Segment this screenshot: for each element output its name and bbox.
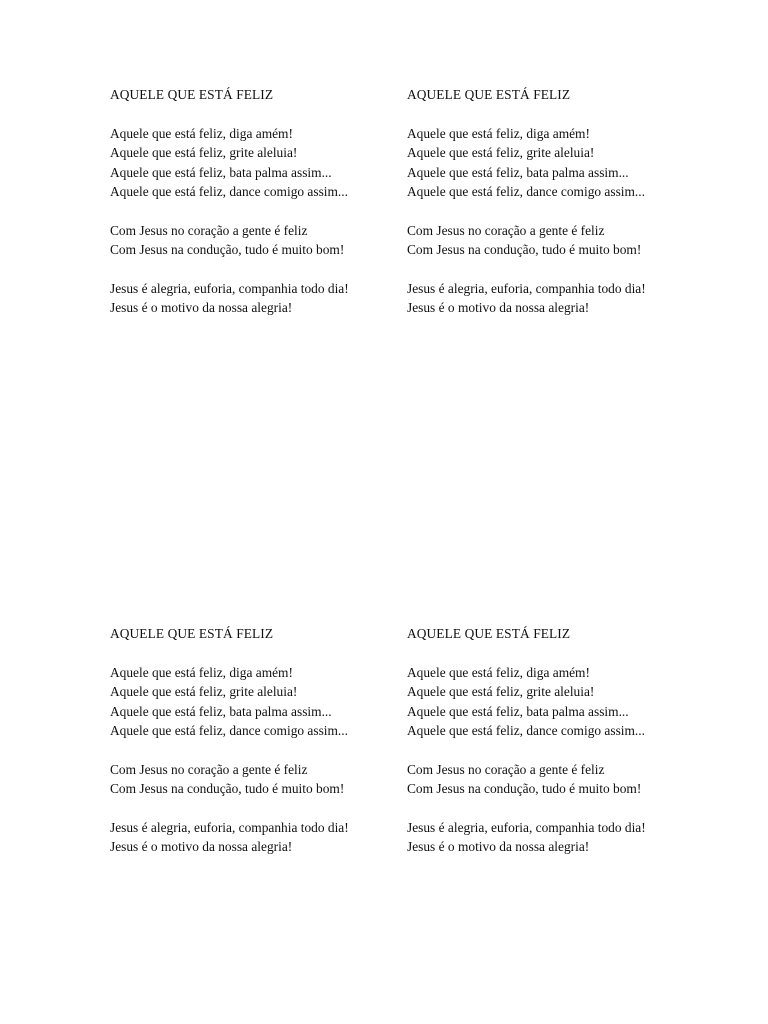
verse-line: Jesus é alegria, euforia, companhia todo dia!: [110, 820, 349, 836]
verse-line: Aquele que está feliz, diga amém!: [110, 664, 293, 680]
verse-line: Jesus é o motivo da nossa alegria!: [407, 839, 590, 855]
verse-line: Com Jesus na condução, tudo é muito bom!: [110, 781, 345, 797]
verse-line: Com Jesus na condução, tudo é muito bom!: [407, 781, 642, 797]
verse-line: Aquele que está feliz, bata palma assim...: [110, 164, 332, 180]
verse-line: Aquele que está feliz, bata palma assim...: [407, 164, 629, 180]
verse-line: Aquele que está feliz, grite aleluia!: [110, 684, 298, 700]
verse-line: Aquele que está feliz, grite aleluia!: [407, 684, 595, 700]
verse-line: Aquele que está feliz, grite aleluia!: [110, 145, 298, 161]
verse-line: Aquele que está feliz, bata palma assim...: [407, 703, 629, 719]
song-title: AQUELE QUE ESTÁ FELIZ: [407, 87, 571, 102]
verse-line: Com Jesus na condução, tudo é muito bom!: [110, 242, 345, 258]
verse-line: Com Jesus na condução, tudo é muito bom!: [407, 242, 642, 258]
verse-line: Jesus é o motivo da nossa alegria!: [110, 300, 293, 316]
verse-line: Aquele que está feliz, diga amém!: [407, 664, 590, 680]
verse-2: [110, 221, 362, 260]
verse-line: Aquele que está feliz, diga amém!: [110, 125, 293, 141]
song-title: AQUELE QUE ESTÁ FELIZ: [110, 626, 274, 641]
verse-line: Jesus é o motivo da nossa alegria!: [407, 300, 590, 316]
verse-line: Jesus é alegria, euforia, companhia todo dia!: [407, 281, 646, 297]
verse-3: [110, 818, 362, 857]
verse-line: Aquele que está feliz, bata palma assim...: [110, 703, 332, 719]
verse-line: Aquele que está feliz, grite aleluia!: [407, 145, 595, 161]
verse-line: Aquele que está feliz, dance comigo assim...: [110, 184, 348, 200]
song-title: AQUELE QUE ESTÁ FELIZ: [407, 626, 571, 641]
verse-line: Aquele que está feliz, dance comigo assim...: [407, 723, 645, 739]
lyrics-block-bottom-left: [110, 624, 362, 876]
verse-2: [407, 760, 659, 799]
lyrics-block-top-right: [407, 85, 659, 337]
verse-1: [407, 124, 659, 202]
lyrics-block-top-left: [110, 85, 362, 337]
verse-3: [407, 279, 659, 318]
verse-1: [110, 124, 362, 202]
song-title: AQUELE QUE ESTÁ FELIZ: [110, 87, 274, 102]
verse-line: Jesus é alegria, euforia, companhia todo dia!: [110, 281, 349, 297]
verse-line: Com Jesus no coração a gente é feliz: [407, 761, 605, 777]
verse-line: Com Jesus no coração a gente é feliz: [110, 222, 308, 238]
verse-line: Aquele que está feliz, dance comigo assim...: [110, 723, 348, 739]
verse-line: Jesus é o motivo da nossa alegria!: [110, 839, 293, 855]
verse-line: Jesus é alegria, euforia, companhia todo dia!: [407, 820, 646, 836]
verse-1: [110, 663, 362, 741]
lyrics-block-bottom-right: [407, 624, 659, 876]
verse-3: [110, 279, 362, 318]
verse-3: [407, 818, 659, 857]
verse-line: Aquele que está feliz, diga amém!: [407, 125, 590, 141]
verse-line: Com Jesus no coração a gente é feliz: [110, 761, 308, 777]
verse-line: Com Jesus no coração a gente é feliz: [407, 222, 605, 238]
verse-line: Aquele que está feliz, dance comigo assim...: [407, 184, 645, 200]
verse-1: [407, 663, 659, 741]
verse-2: [110, 760, 362, 799]
verse-2: [407, 221, 659, 260]
